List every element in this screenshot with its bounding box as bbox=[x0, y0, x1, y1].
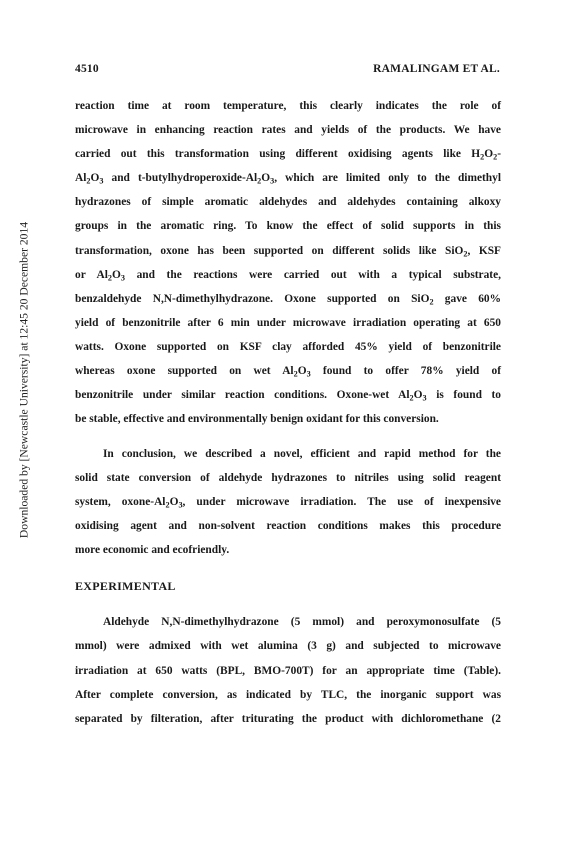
text-line: microwave in enhancing reaction rates and yields of the products. We have bbox=[75, 124, 501, 137]
text-line: separated by filteration, after triturating the product with dichloromethane (2 bbox=[75, 712, 501, 725]
text-line: or $Al_2O_3$ and the reactions were carried out with a typical substrate, bbox=[75, 268, 501, 283]
paragraph-conclusion bbox=[75, 442, 501, 562]
section-heading: EXPERIMENTAL bbox=[75, 579, 176, 594]
text-line: $Al_2O_3$ and $t-butylhydroperoxide-Al_2O_3$, which are limited only to the dimethyl bbox=[75, 172, 501, 186]
page-number: 4510 bbox=[75, 63, 99, 75]
text-line: solid state conversion of aldehyde hydrazones to nitriles using solid reagent bbox=[75, 471, 501, 484]
text-line: yield of benzonitrile after 6 min under microwave irradiation operating at 650 bbox=[75, 316, 501, 329]
download-notice: Downloaded by [Newcastle University] at 12:45 20 December 2014 bbox=[17, 221, 31, 539]
text-line: irradiation at 650 watts (BPL, BMO-700T) for an appropriate time (Table). bbox=[75, 664, 501, 677]
text-line: more economic and ecofriendly. bbox=[75, 544, 230, 557]
text-line: transformation, oxone has been supported on different solids like SiO$_2$, KSF bbox=[75, 244, 501, 259]
text-line: benzonitrile under similar reaction conditions. Oxone-wet $Al_2O_3$ is found to bbox=[75, 389, 502, 403]
running-header bbox=[75, 63, 500, 79]
text-line: be stable, effective and environmentally benign oxidant for this conversion. bbox=[75, 413, 439, 426]
text-line: benzaldehyde N,N-dimethylhydrazone. Oxone supported on SiO$_2$ gave 60% bbox=[75, 292, 501, 307]
text-line: watts. Oxone supported on KSF clay afforded 45% yield of benzonitrile bbox=[75, 340, 501, 353]
body-text bbox=[75, 94, 501, 731]
text-line: system, oxone-$Al_2O_3$, under microwave irradiation. The use of inexpensive bbox=[75, 496, 501, 510]
text-line: mmol) were admixed with wet alumina (3 g) and subjected to microwave bbox=[75, 640, 501, 653]
text-line: whereas oxone supported on wet $Al_2O_3$ found to offer 78% yield of bbox=[75, 365, 501, 379]
running-head-authors: RAMALINGAM ET AL. bbox=[373, 63, 500, 75]
text-line: hydrazones of simple aromatic aldehydes and aldehydes containing alkoxy bbox=[75, 196, 501, 209]
text-line: In conclusion, we described a novel, efficient and rapid method for the bbox=[103, 447, 501, 460]
text-line: groups in the aromatic ring. To know the effect of solid supports in this bbox=[75, 220, 501, 233]
text-line: carried out this transformation using different oxidising agents like $H_2O_2-$ bbox=[75, 148, 501, 162]
text-line: reaction time at room temperature, this clearly indicates the role of bbox=[75, 100, 501, 112]
text-line: After complete conversion, as indicated by TLC, the inorganic support was bbox=[75, 688, 501, 701]
paragraph-experimental bbox=[75, 610, 501, 730]
text-line: oxidising agent and non-solvent reaction conditions makes this procedure bbox=[75, 520, 501, 533]
download-watermark bbox=[14, 120, 34, 640]
paragraph-results bbox=[75, 94, 501, 431]
text-line: Aldehyde N,N-dimethylhydrazone (5 mmol) and peroxymonosulfate (5 bbox=[103, 616, 501, 629]
